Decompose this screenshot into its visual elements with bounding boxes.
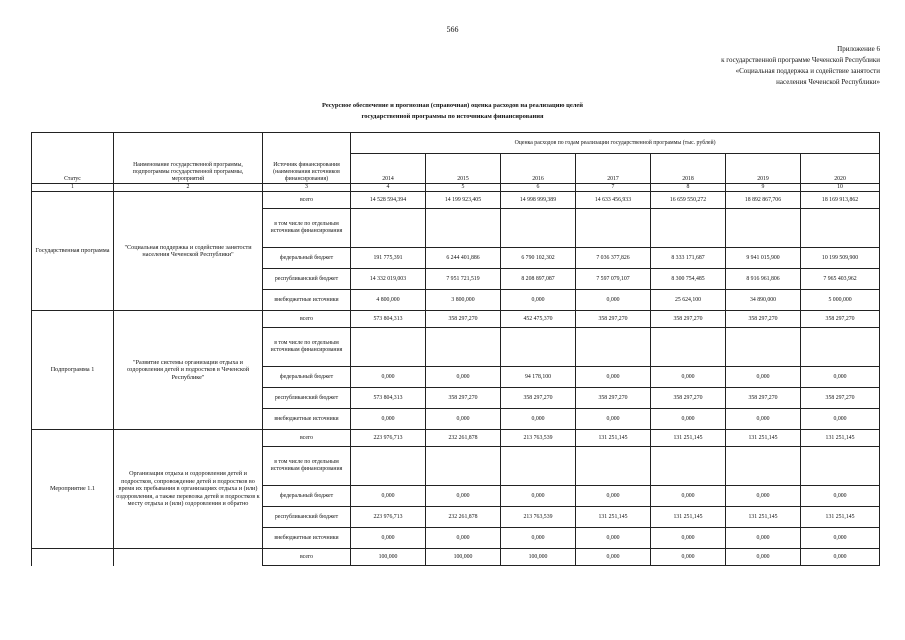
value-cell: 8 333 171,687 xyxy=(651,248,726,269)
value-cell: 14 998 999,389 xyxy=(501,192,576,209)
value-cell: 358 297,270 xyxy=(801,388,880,409)
value-cell: 0,000 xyxy=(801,367,880,388)
value-cell: 213 763,539 xyxy=(501,507,576,528)
value-cell: 14 633 456,933 xyxy=(576,192,651,209)
value-cell: 0,000 xyxy=(576,409,651,430)
value-cell: 7 951 721,519 xyxy=(426,269,501,290)
value-cell: 0,000 xyxy=(351,486,426,507)
column-number: 5 xyxy=(426,184,501,192)
column-number: 7 xyxy=(576,184,651,192)
value-cell xyxy=(426,328,501,367)
value-cell: 0,000 xyxy=(501,290,576,311)
value-cell xyxy=(351,328,426,367)
value-cell: 0,000 xyxy=(801,409,880,430)
row-source: в том числе по отдельным источникам финансирования xyxy=(263,328,351,367)
table-row xyxy=(32,430,880,447)
value-cell: 16 659 550,272 xyxy=(651,192,726,209)
value-cell: 358 297,270 xyxy=(651,388,726,409)
value-cell xyxy=(651,209,726,248)
value-cell: 0,000 xyxy=(651,486,726,507)
value-cell: 0,000 xyxy=(426,486,501,507)
value-cell: 0,000 xyxy=(726,528,801,549)
value-cell: 0,000 xyxy=(351,409,426,430)
value-cell: 0,000 xyxy=(801,549,880,566)
value-cell: 0,000 xyxy=(576,528,651,549)
value-cell: 18 169 913,862 xyxy=(801,192,880,209)
row-status xyxy=(32,549,114,566)
value-cell: 10 199 509,900 xyxy=(801,248,880,269)
value-cell: 100,000 xyxy=(426,549,501,566)
appendix-line-3: «Социальная поддержка и содействие занятости xyxy=(735,67,880,75)
column-number: 6 xyxy=(501,184,576,192)
row-name: "Развитие системы организации отдыха и оздоровления детей и подростков в Чеченской Республике" xyxy=(114,311,263,430)
value-cell: 0,000 xyxy=(651,367,726,388)
row-source: федеральный бюджет xyxy=(263,367,351,388)
value-cell: 100,000 xyxy=(501,549,576,566)
row-source: республиканский бюджет xyxy=(263,388,351,409)
value-cell: 0,000 xyxy=(576,290,651,311)
table-row xyxy=(32,549,880,566)
column-number: 1 xyxy=(32,184,114,192)
column-numbers-row xyxy=(32,184,880,192)
value-cell xyxy=(576,328,651,367)
appendix-header xyxy=(721,44,880,88)
value-cell: 0,000 xyxy=(651,528,726,549)
header-status: Статус xyxy=(32,133,114,184)
value-cell: 358 297,270 xyxy=(501,388,576,409)
header-year: 2017 xyxy=(576,154,651,184)
header-year: 2015 xyxy=(426,154,501,184)
value-cell: 100,000 xyxy=(351,549,426,566)
value-cell: 0,000 xyxy=(726,409,801,430)
value-cell: 358 297,270 xyxy=(426,311,501,328)
value-cell: 3 800,000 xyxy=(426,290,501,311)
value-cell: 4 800,000 xyxy=(351,290,426,311)
value-cell: 452 475,370 xyxy=(501,311,576,328)
row-source: всего xyxy=(263,430,351,447)
value-cell: 14 199 923,405 xyxy=(426,192,501,209)
value-cell: 223 976,713 xyxy=(351,430,426,447)
value-cell: 0,000 xyxy=(426,409,501,430)
value-cell xyxy=(501,447,576,486)
value-cell: 0,000 xyxy=(576,367,651,388)
row-source: внебюджетные источники xyxy=(263,409,351,430)
value-cell: 131 251,145 xyxy=(726,507,801,528)
row-source: федеральный бюджет xyxy=(263,486,351,507)
value-cell: 9 941 015,900 xyxy=(726,248,801,269)
value-cell xyxy=(576,447,651,486)
value-cell: 0,000 xyxy=(351,528,426,549)
value-cell: 358 297,270 xyxy=(726,311,801,328)
value-cell: 0,000 xyxy=(726,486,801,507)
row-source: республиканский бюджет xyxy=(263,269,351,290)
document-title xyxy=(0,100,905,122)
header-name: Наименование государственной программы, подпрограммы государственной программы, мероприятий xyxy=(114,133,263,184)
table-row xyxy=(32,192,880,209)
header-year: 2018 xyxy=(651,154,726,184)
column-number: 4 xyxy=(351,184,426,192)
header-estimate: Оценка расходов по годам реализации государственной программы (тыс. рублей) xyxy=(351,133,880,154)
value-cell xyxy=(426,447,501,486)
header-year: 2019 xyxy=(726,154,801,184)
value-cell: 0,000 xyxy=(726,367,801,388)
value-cell xyxy=(501,209,576,248)
value-cell: 0,000 xyxy=(801,486,880,507)
title-line-2: государственной программы по источникам финансирования xyxy=(361,113,544,120)
value-cell xyxy=(801,447,880,486)
value-cell: 25 624,100 xyxy=(651,290,726,311)
header-row xyxy=(32,133,880,154)
page-number: 566 xyxy=(446,25,459,34)
value-cell: 94 178,100 xyxy=(501,367,576,388)
value-cell xyxy=(801,328,880,367)
value-cell: 0,000 xyxy=(426,528,501,549)
value-cell: 573 804,313 xyxy=(351,388,426,409)
value-cell: 0,000 xyxy=(801,528,880,549)
value-cell: 14 528 594,394 xyxy=(351,192,426,209)
row-source: внебюджетные источники xyxy=(263,528,351,549)
value-cell xyxy=(351,209,426,248)
row-name xyxy=(114,549,263,566)
row-source: федеральный бюджет xyxy=(263,248,351,269)
column-number: 9 xyxy=(726,184,801,192)
appendix-line-1: Приложение 6 xyxy=(837,45,880,53)
row-source: в том числе по отдельным источникам финансирования xyxy=(263,447,351,486)
funding-table xyxy=(31,132,880,566)
value-cell: 131 251,145 xyxy=(726,430,801,447)
value-cell xyxy=(726,328,801,367)
row-source: всего xyxy=(263,192,351,209)
value-cell: 7 965 403,962 xyxy=(801,269,880,290)
row-name: "Социальная поддержка и содействие занятости населения Чеченской Республики" xyxy=(114,192,263,311)
row-status: Государственная программа xyxy=(32,192,114,311)
value-cell: 131 251,145 xyxy=(651,507,726,528)
value-cell: 131 251,145 xyxy=(801,430,880,447)
value-cell: 8 916 961,806 xyxy=(726,269,801,290)
value-cell xyxy=(651,328,726,367)
value-cell: 131 251,145 xyxy=(801,507,880,528)
column-number: 3 xyxy=(263,184,351,192)
value-cell xyxy=(726,209,801,248)
row-source: внебюджетные источники xyxy=(263,290,351,311)
column-number: 10 xyxy=(801,184,880,192)
appendix-line-2: к государственной программе Чеченской Республики xyxy=(721,56,880,64)
value-cell xyxy=(651,447,726,486)
value-cell: 8 300 754,485 xyxy=(651,269,726,290)
value-cell: 0,000 xyxy=(651,409,726,430)
header-year: 2020 xyxy=(801,154,880,184)
value-cell xyxy=(501,328,576,367)
value-cell: 7 036 377,826 xyxy=(576,248,651,269)
header-year: 2016 xyxy=(501,154,576,184)
title-line-1: Ресурсное обеспечение и прогнозная (справочная) оценка расходов на реализацию целей xyxy=(321,102,584,109)
row-status: Мероприятие 1.1 xyxy=(32,430,114,549)
value-cell: 7 597 079,107 xyxy=(576,269,651,290)
value-cell: 191 775,391 xyxy=(351,248,426,269)
value-cell: 223 976,713 xyxy=(351,507,426,528)
value-cell: 131 251,145 xyxy=(651,430,726,447)
value-cell: 34 890,000 xyxy=(726,290,801,311)
value-cell: 358 297,270 xyxy=(801,311,880,328)
value-cell: 0,000 xyxy=(576,549,651,566)
value-cell: 8 208 897,087 xyxy=(501,269,576,290)
value-cell: 5 000,000 xyxy=(801,290,880,311)
value-cell: 0,000 xyxy=(726,549,801,566)
value-cell: 0,000 xyxy=(501,409,576,430)
value-cell: 0,000 xyxy=(351,367,426,388)
row-source: всего xyxy=(263,311,351,328)
appendix-line-4: населения Чеченской Республики» xyxy=(776,78,880,86)
value-cell: 0,000 xyxy=(501,528,576,549)
column-number: 8 xyxy=(651,184,726,192)
row-source: в том числе по отдельным источникам финансирования xyxy=(263,209,351,248)
value-cell xyxy=(351,447,426,486)
value-cell: 131 251,145 xyxy=(576,507,651,528)
value-cell: 358 297,270 xyxy=(576,311,651,328)
row-source: всего xyxy=(263,549,351,566)
header-year: 2014 xyxy=(351,154,426,184)
value-cell: 14 332 019,003 xyxy=(351,269,426,290)
value-cell: 0,000 xyxy=(651,549,726,566)
value-cell xyxy=(726,447,801,486)
row-name: Организация отдыха и оздоровления детей и подростков, сопровождение детей и подростков во время их пребывания в организациях отдыха и (или) оздоровления, а также перевозка детей и подростков к месту отдыха и (или) оздоровления и обратно xyxy=(114,430,263,549)
value-cell: 0,000 xyxy=(426,367,501,388)
value-cell xyxy=(426,209,501,248)
table-row xyxy=(32,311,880,328)
value-cell: 0,000 xyxy=(576,486,651,507)
value-cell: 18 892 867,706 xyxy=(726,192,801,209)
header-source: Источник финансирования (наименования источников финансирования) xyxy=(263,133,351,184)
row-status: Подпрограмма 1 xyxy=(32,311,114,430)
value-cell: 573 804,313 xyxy=(351,311,426,328)
value-cell xyxy=(576,209,651,248)
value-cell: 232 261,878 xyxy=(426,430,501,447)
value-cell: 213 763,539 xyxy=(501,430,576,447)
value-cell: 358 297,270 xyxy=(426,388,501,409)
value-cell: 6 790 102,302 xyxy=(501,248,576,269)
value-cell xyxy=(801,209,880,248)
value-cell: 358 297,270 xyxy=(651,311,726,328)
row-source: республиканский бюджет xyxy=(263,507,351,528)
value-cell: 358 297,270 xyxy=(576,388,651,409)
value-cell: 358 297,270 xyxy=(726,388,801,409)
value-cell: 0,000 xyxy=(501,486,576,507)
column-number: 2 xyxy=(114,184,263,192)
value-cell: 6 244 401,886 xyxy=(426,248,501,269)
value-cell: 232 261,878 xyxy=(426,507,501,528)
value-cell: 131 251,145 xyxy=(576,430,651,447)
